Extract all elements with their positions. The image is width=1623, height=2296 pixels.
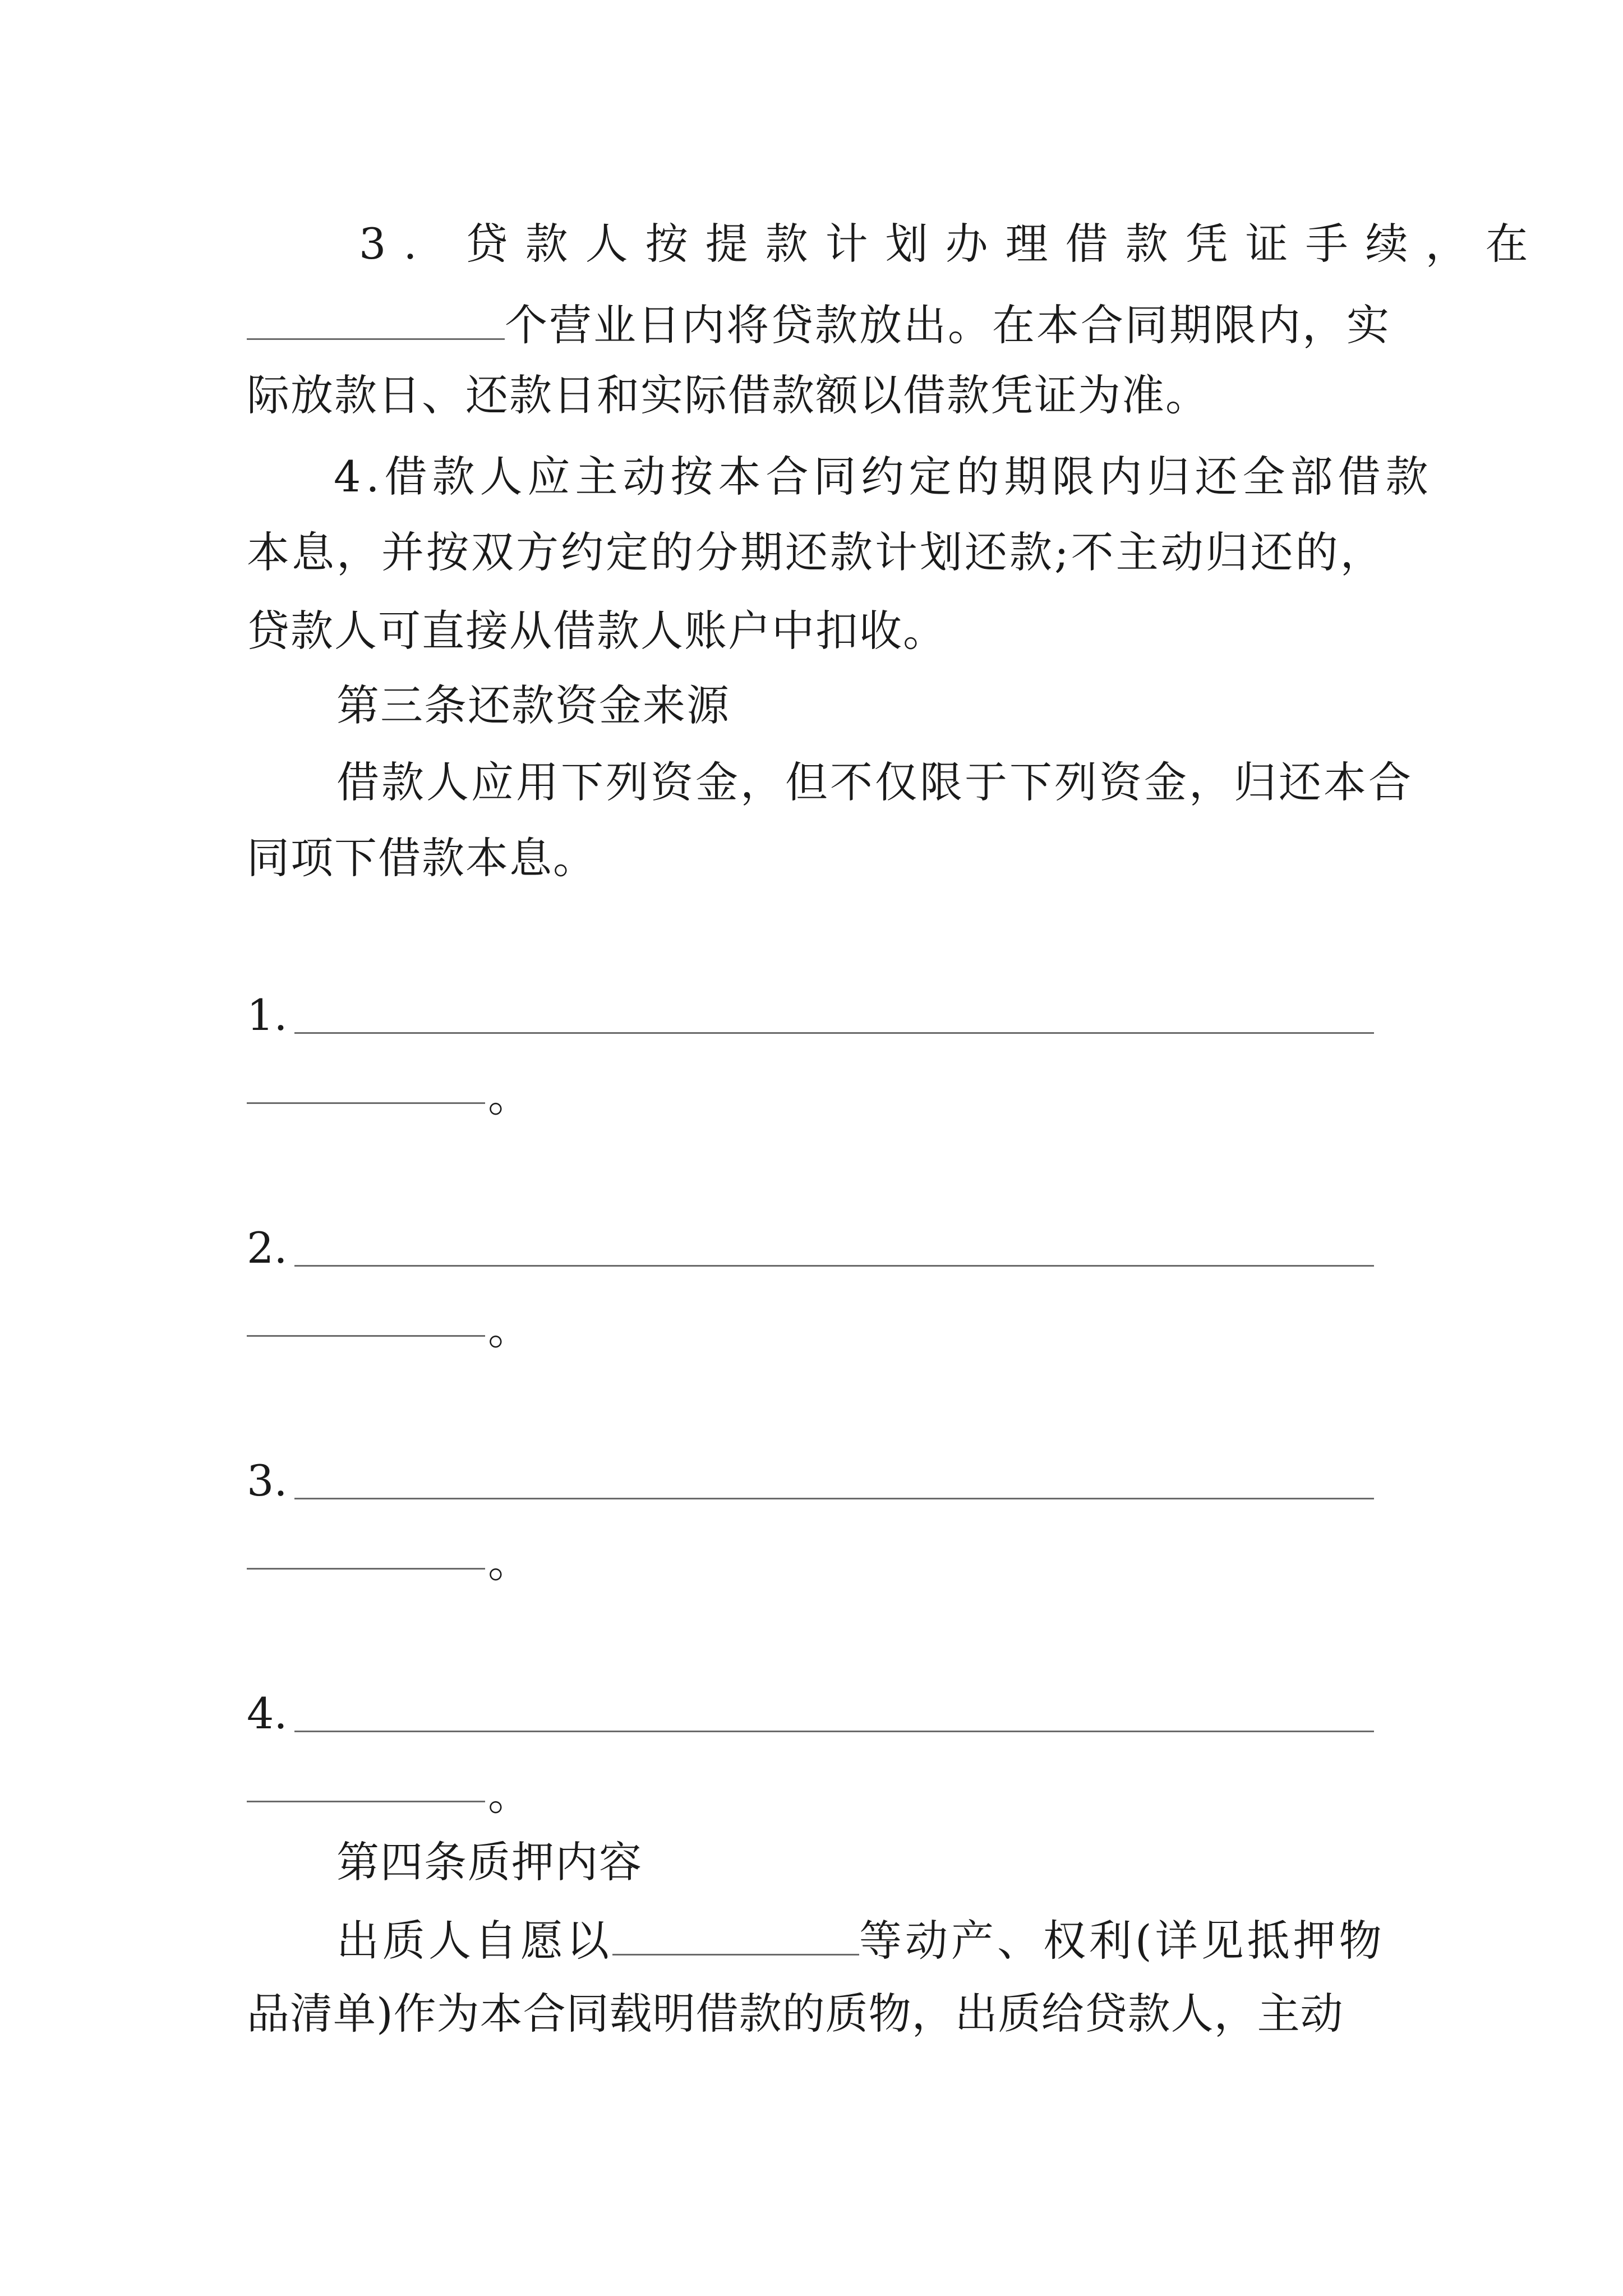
clause-3-intro-line-2-text: 同项下借款本息。 <box>247 833 597 883</box>
paragraph-4-line-1 <box>334 449 1478 505</box>
paragraph-4-line-3 <box>247 603 1391 659</box>
clause-4-line-2 <box>247 1986 1391 2042</box>
paragraph-3-line-2 <box>247 295 1391 353</box>
clause-4-heading-text: 第四条质押内容 <box>336 1837 643 1887</box>
clause-4-heading <box>336 1834 1481 1890</box>
fund-source-item-2-end: 。 <box>488 1304 531 1354</box>
clause-3-heading <box>336 678 1481 734</box>
fund-source-item-1-number: 1. <box>247 990 288 1040</box>
fund-source-item-1-blank[interactable] <box>294 1032 1374 1034</box>
fund-source-item-2-blank[interactable] <box>294 1265 1374 1267</box>
fund-source-item-1-end: 。 <box>488 1071 531 1121</box>
clause-4-line-1 <box>336 1910 1391 1969</box>
fund-source-item-1-blank-cont[interactable] <box>247 1102 485 1104</box>
paragraph-4-line-3-text: 贷款人可直接从借款人账户中扣收。 <box>247 606 947 656</box>
clause-4-line-1-text-b: 等动产、权利(详见抵押物 <box>859 1916 1385 1966</box>
clause-4-line-1-text-a: 出质人自愿以 <box>336 1916 612 1966</box>
fund-source-item-4-end: 。 <box>488 1770 531 1820</box>
fund-source-item-2-number: 2. <box>247 1223 288 1273</box>
clause-3-intro-line-2 <box>247 830 1391 886</box>
paragraph-3-line-3-text: 际放款日、还款日和实际借款额以借款凭证为准。 <box>247 370 1209 420</box>
pledge-property-blank[interactable] <box>612 1910 859 1955</box>
paragraph-4-line-2 <box>247 524 1391 581</box>
paragraph-4-line-2-text: 本息，并按双方约定的分期还款计划还款;不主动归还的， <box>247 527 1385 577</box>
fund-source-item-2-blank-cont[interactable] <box>247 1335 485 1337</box>
clause-4-line-2-text: 品清单)作为本合同载明借款的质物，出质给贷款人，主动 <box>247 1989 1344 2039</box>
paragraph-4-line-1-text: 4.借款人应主动按本合同约定的期限内归还全部借款 <box>334 452 1433 501</box>
fund-source-item-3-blank[interactable] <box>294 1498 1374 1499</box>
fund-source-item-4-blank-cont[interactable] <box>247 1801 485 1802</box>
fund-source-item-3-blank-cont[interactable] <box>247 1568 485 1570</box>
paragraph-3-line-2-text: 个营业日内将贷款放出。在本合同期限内，实 <box>505 300 1391 350</box>
clause-3-intro-line-1 <box>336 754 1481 811</box>
fund-source-item-4-number: 4. <box>247 1688 288 1738</box>
clause-3-intro-line-1-text: 借款人应用下列资金，但不仅限于下列资金，归还本合 <box>336 757 1413 807</box>
paragraph-3-line-3 <box>247 367 1391 424</box>
paragraph-3-line-1 <box>359 216 1546 272</box>
paragraph-3-line-1-text: 3. 贷款人按提款计划办理借款凭证手续，在 <box>359 219 1546 269</box>
fund-source-item-4-blank[interactable] <box>294 1731 1374 1732</box>
clause-3-heading-text: 第三条还款资金来源 <box>336 680 730 730</box>
fund-source-item-3-end: 。 <box>488 1537 531 1587</box>
business-days-blank[interactable] <box>247 295 505 340</box>
fund-source-item-3-number: 3. <box>247 1456 288 1506</box>
